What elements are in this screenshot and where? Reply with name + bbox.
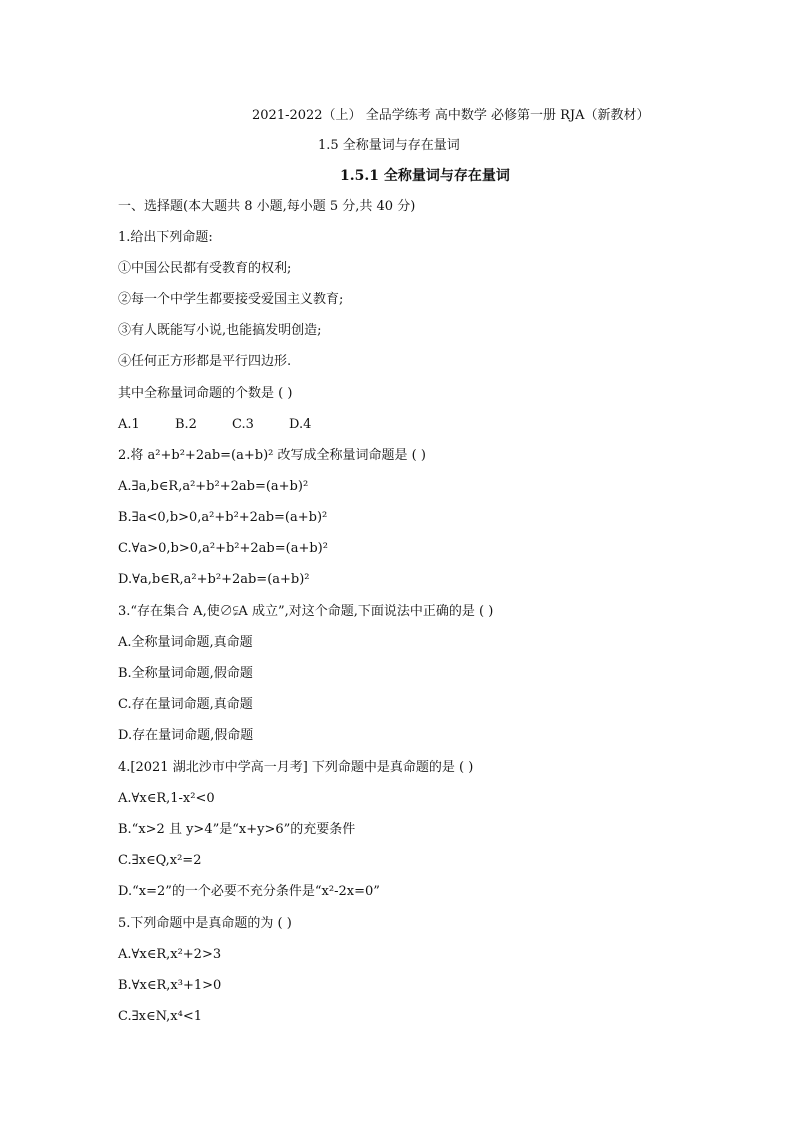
- question-4-option-c: C.∃x∈Q,x²=2: [118, 853, 202, 868]
- question-1-prompt: 其中全称量词命题的个数是 ( ): [118, 386, 293, 401]
- question-4-option-a: A.∀x∈R,1-x²<0: [118, 791, 215, 806]
- question-1-option-a: A.1: [118, 417, 140, 432]
- question-4-option-d: D.“x=2”的一个必要不充分条件是“x²-2x=0”: [118, 884, 380, 899]
- question-1-statement-4: ④任何正方形都是平行四边形.: [118, 354, 292, 369]
- question-2-option-a: A.∃a,b∈R,a²+b²+2ab=(a+b)²: [118, 479, 309, 494]
- question-2-stem: 2.将 a²+b²+2ab=(a+b)² 改写成全称量词命题是 ( ): [118, 448, 426, 463]
- question-1-statement-2: ②每一个中学生都要接受爱国主义教育;: [118, 292, 344, 307]
- question-3-stem: 3.“存在集合 A,使∅⫋A 成立”,对这个命题,下面说法中正确的是 ( ): [118, 604, 494, 619]
- series-header: 2021-2022（上） 全品学练考 高中数学 必修第一册 RJA（新教材）: [252, 108, 650, 123]
- question-3-option-b: B.全称量词命题,假命题: [118, 666, 253, 681]
- question-1-stem: 1.给出下列命题:: [118, 230, 213, 245]
- question-1-options: [118, 416, 346, 434]
- question-3-option-a: A.全称量词命题,真命题: [118, 635, 253, 650]
- question-5-option-a: A.∀x∈R,x²+2>3: [118, 947, 222, 962]
- question-5-option-b: B.∀x∈R,x³+1>0: [118, 978, 222, 993]
- subsection-title: 1.5.1 全称量词与存在量词: [340, 168, 510, 184]
- question-5-option-c: C.∃x∈N,x⁴<1: [118, 1009, 203, 1024]
- question-1-option-c: C.3: [232, 417, 254, 432]
- question-2-option-c: C.∀a>0,b>0,a²+b²+2ab=(a+b)²: [118, 541, 328, 556]
- part-heading: 一、选择题(本大题共 8 小题,每小题 5 分,共 40 分): [118, 199, 416, 214]
- question-5-stem: 5.下列命题中是真命题的为 ( ): [118, 916, 292, 931]
- question-3-option-c: C.存在量词命题,真命题: [118, 697, 253, 712]
- question-2-option-d: D.∀a,b∈R,a²+b²+2ab=(a+b)²: [118, 572, 310, 587]
- question-3-option-d: D.存在量词命题,假命题: [118, 728, 254, 743]
- question-4-option-b: B.“x>2 且 y>4”是“x+y>6”的充要条件: [118, 822, 356, 837]
- question-1-statement-1: ①中国公民都有受教育的权利;: [118, 261, 292, 276]
- question-1-option-b: B.2: [175, 417, 197, 432]
- question-2-option-b: B.∃a<0,b>0,a²+b²+2ab=(a+b)²: [118, 510, 328, 525]
- question-1-statement-3: ③有人既能写小说,也能搞发明创造;: [118, 323, 322, 338]
- question-4-stem: 4.[2021 湖北沙市中学高一月考] 下列命题中是真命题的是 ( ): [118, 760, 474, 775]
- section-title: 1.5 全称量词与存在量词: [318, 138, 460, 153]
- question-1-option-d: D.4: [289, 417, 312, 432]
